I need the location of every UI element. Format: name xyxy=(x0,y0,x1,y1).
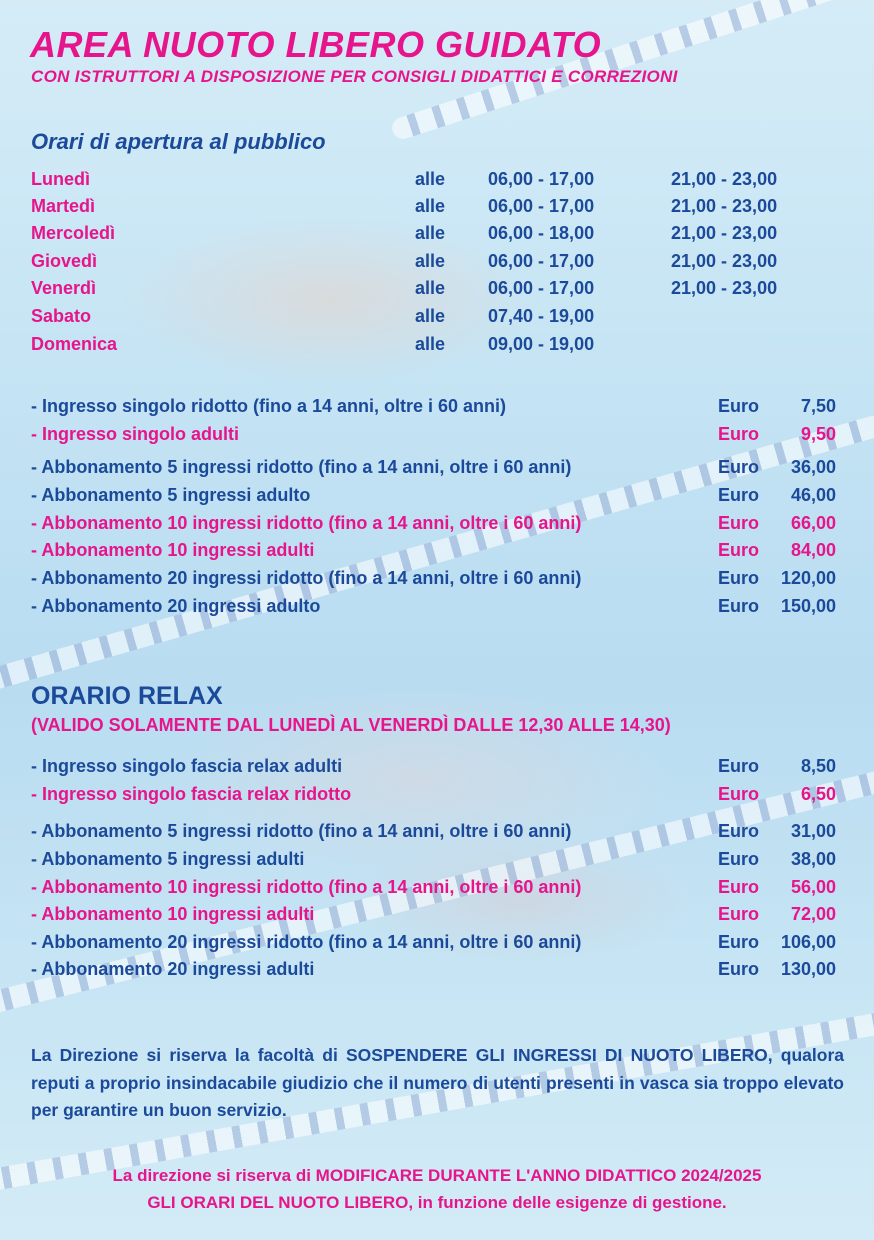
price-currency: Euro xyxy=(718,457,760,477)
hours-range-1: 07,40 - 19,00 xyxy=(488,306,595,326)
price-currency: Euro xyxy=(718,932,760,952)
price-currency: Euro xyxy=(718,513,760,533)
price-amount: 9,50 xyxy=(800,424,836,444)
price-amount: 7,50 xyxy=(800,396,836,416)
hours-separator: alle xyxy=(415,306,446,326)
price-currency: Euro xyxy=(718,424,760,444)
hours-day: Giovedì xyxy=(31,251,98,271)
hours-day: Sabato xyxy=(31,306,92,326)
price-label: - Abbonamento 10 ingressi adulti xyxy=(31,540,315,560)
price-amount: 8,50 xyxy=(800,756,836,776)
price-currency: Euro xyxy=(718,568,760,588)
price-amount: 38,00 xyxy=(790,849,836,869)
price-currency: Euro xyxy=(718,821,760,841)
price-label: - Ingresso singolo fascia relax adulti xyxy=(31,756,343,776)
relax-subtitle: (VALIDO SOLAMENTE DAL LUNEDÌ AL VENERDÌ DALLE 12,30 ALLE 14,30) xyxy=(31,715,671,735)
hours-range-1: 06,00 - 17,00 xyxy=(488,278,595,298)
price-currency: Euro xyxy=(718,959,760,979)
page-title: AREA NUOTO LIBERO GUIDATO xyxy=(30,24,602,65)
price-label: - Ingresso singolo adulti xyxy=(31,424,240,444)
price-amount: 120,00 xyxy=(780,568,836,588)
price-amount: 150,00 xyxy=(780,596,836,616)
price-currency: Euro xyxy=(718,756,760,776)
price-label: - Abbonamento 5 ingressi ridotto (fino a 14 anni, oltre i 60 anni) xyxy=(31,821,572,841)
relax-title: ORARIO RELAX xyxy=(31,682,223,710)
hours-day: Lunedì xyxy=(31,169,90,189)
price-currency: Euro xyxy=(718,485,760,505)
price-amount: 130,00 xyxy=(780,959,836,979)
hours-day: Domenica xyxy=(31,334,118,354)
hours-separator: alle xyxy=(415,223,446,243)
hours-separator: alle xyxy=(415,169,446,189)
price-currency: Euro xyxy=(718,596,760,616)
footer-note xyxy=(0,1162,874,1216)
price-currency: Euro xyxy=(718,877,760,897)
price-amount: 46,00 xyxy=(790,485,836,505)
price-label: - Abbonamento 20 ingressi adulti xyxy=(31,959,315,979)
price-label: - Ingresso singolo ridotto (fino a 14 anni, oltre i 60 anni) xyxy=(31,396,507,416)
price-currency: Euro xyxy=(718,540,760,560)
price-amount: 106,00 xyxy=(780,932,836,952)
price-label: - Abbonamento 10 ingressi ridotto (fino a 14 anni, oltre i 60 anni) xyxy=(31,877,582,897)
price-label: - Abbonamento 10 ingressi ridotto (fino a 14 anni, oltre i 60 anni) xyxy=(31,513,582,533)
notice-paragraph: La Direzione si riserva la facoltà di SOSPENDERE GLI INGRESSI DI NUOTO LIBERO, qualora reputi a proprio insindacabile giudizio che il numero di utenti presenti in vasca sia troppo elevato per garantire un buon servizio. xyxy=(31,1045,844,1120)
price-label: - Abbonamento 20 ingressi adulto xyxy=(31,596,321,616)
hours-day: Martedì xyxy=(31,196,96,216)
price-amount: 66,00 xyxy=(790,513,836,533)
price-label: - Abbonamento 5 ingressi ridotto (fino a 14 anni, oltre i 60 anni) xyxy=(31,457,572,477)
hours-range-2: 21,00 - 23,00 xyxy=(671,251,778,271)
price-amount: 84,00 xyxy=(790,540,836,560)
footer-line-1: La direzione si riserva di MODIFICARE DURANTE L'ANNO DIDATTICO 2024/2025 xyxy=(112,1166,762,1185)
price-label: - Abbonamento 5 ingressi adulti xyxy=(31,849,305,869)
hours-range-1: 09,00 - 19,00 xyxy=(488,334,595,354)
price-amount: 36,00 xyxy=(790,457,836,477)
hours-separator: alle xyxy=(415,334,446,354)
price-amount: 31,00 xyxy=(790,821,836,841)
hours-range-1: 06,00 - 17,00 xyxy=(488,196,595,216)
price-amount: 56,00 xyxy=(790,877,836,897)
hours-separator: alle xyxy=(415,196,446,216)
hours-heading: Orari di apertura al pubblico xyxy=(31,129,326,154)
hours-range-1: 06,00 - 18,00 xyxy=(488,223,595,243)
hours-range-2: 21,00 - 23,00 xyxy=(671,196,778,216)
price-currency: Euro xyxy=(718,396,760,416)
price-currency: Euro xyxy=(718,849,760,869)
hours-range-2: 21,00 - 23,00 xyxy=(671,278,778,298)
hours-day: Venerdì xyxy=(31,278,97,298)
price-label: - Ingresso singolo fascia relax ridotto xyxy=(31,784,352,804)
hours-range-1: 06,00 - 17,00 xyxy=(488,169,595,189)
hours-range-2: 21,00 - 23,00 xyxy=(671,223,778,243)
hours-separator: alle xyxy=(415,278,446,298)
price-currency: Euro xyxy=(718,784,760,804)
price-label: - Abbonamento 10 ingressi adulti xyxy=(31,904,315,924)
footer-line-2: GLI ORARI DEL NUOTO LIBERO, in funzione delle esigenze di gestione. xyxy=(147,1193,727,1212)
price-label: - Abbonamento 20 ingressi ridotto (fino a 14 anni, oltre i 60 anni) xyxy=(31,932,582,952)
price-currency: Euro xyxy=(718,904,760,924)
hours-day: Mercoledì xyxy=(31,223,116,243)
hours-separator: alle xyxy=(415,251,446,271)
hours-range-1: 06,00 - 17,00 xyxy=(488,251,595,271)
page-subtitle: CON ISTRUTTORI A DISPOSIZIONE PER CONSIGLI DIDATTICI E CORREZIONI xyxy=(31,67,678,86)
price-amount: 6,50 xyxy=(800,784,836,804)
price-amount: 72,00 xyxy=(790,904,836,924)
price-label: - Abbonamento 5 ingressi adulto xyxy=(31,485,311,505)
price-label: - Abbonamento 20 ingressi ridotto (fino a 14 anni, oltre i 60 anni) xyxy=(31,568,582,588)
hours-range-2: 21,00 - 23,00 xyxy=(671,169,778,189)
